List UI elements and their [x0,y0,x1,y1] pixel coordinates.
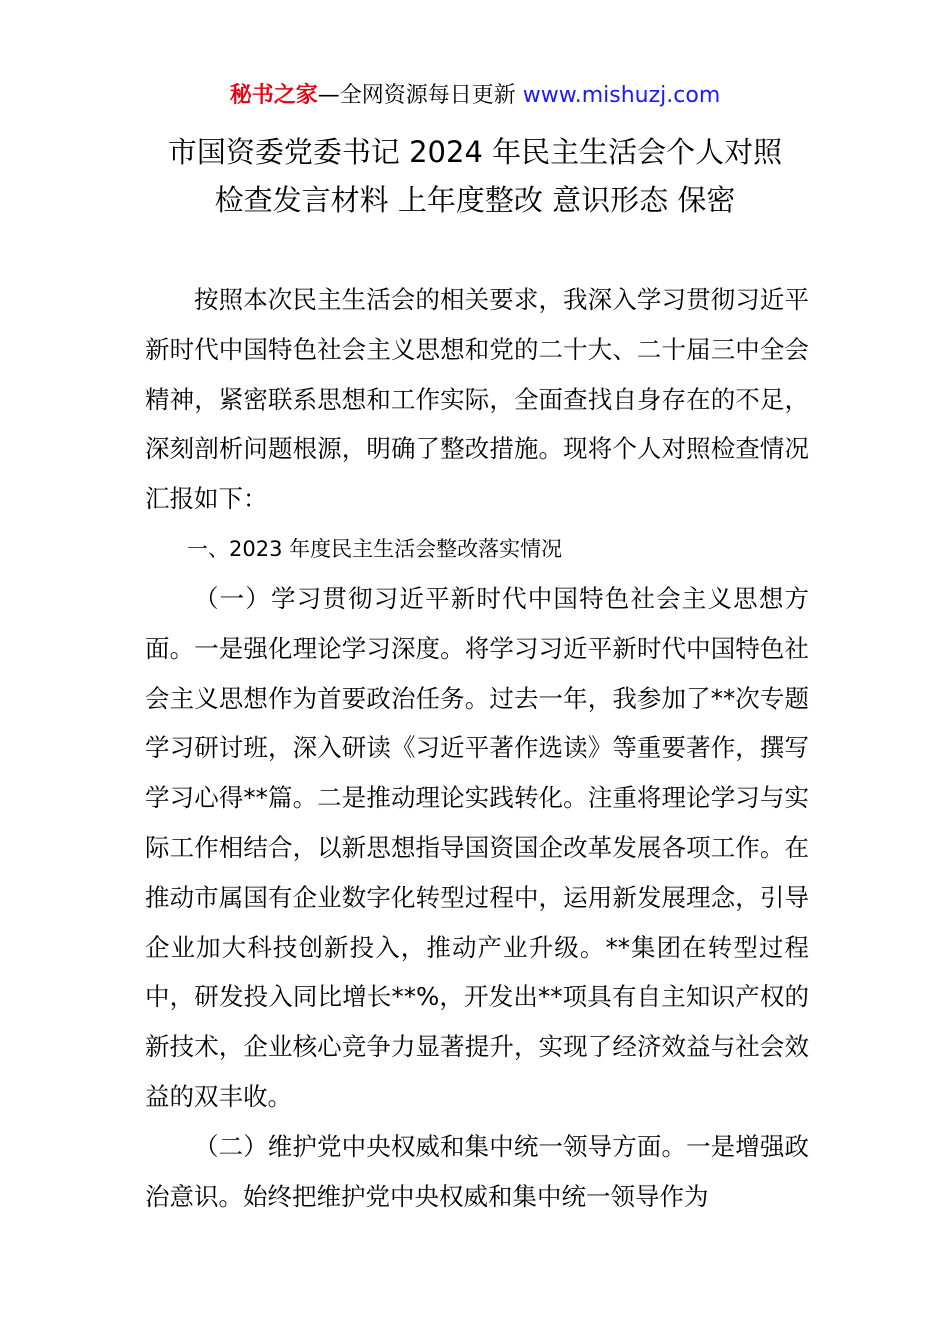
document-title [100,128,850,224]
site-header [0,80,950,112]
paragraph-study: （一）学习贯彻习近平新时代中国特色社会主义思想方面。一是强化理论学习深度。将学习习近平新时代中国特色社会主义思想作为首要政治任务。过去一年，我参加了**次专题学习研讨班，深入研读《习近平著作选读》等重要著作，撰写学习心得**篇。二是推动理论实践转化。注重将理论学习与实际工作相结合，以新思想指导国资国企改革发展各项工作。在推动市属国有企业数字化转型过程中，运用新发展理念，引导企业加大科技创新投入，推动产业升级。**集团在转型过程中，研发投入同比增长**%，开发出**项具有自主知识产权的新技术，企业核心竞争力显著提升，实现了经济效益与社会效益的双丰收。 [145,583,809,1111]
paragraph-authority: （二）维护党中央权威和集中统一领导方面。一是增强政治意识。始终把维护党中央权威和集中统一领导作为 [145,1131,809,1211]
title-line-2: 检查发言材料 上年度整改 意识形态 保密 [214,183,736,217]
paragraph-intro: 按照本次民主生活会的相关要求，我深入学习贯彻习近平新时代中国特色社会主义思想和党的二十大、二十届三中全会精神，紧密联系思想和工作实际，全面查找自身存在的不足，深刻剖析问题根源，明确了整改措施。现将个人对照检查情况汇报如下： [145,285,809,514]
title-line-1: 市国资委党委书记 2024 年民主生活会个人对照 [167,135,783,169]
brand-name: 秘书之家 [229,83,318,108]
document-body [145,275,809,1221]
header-tagline: —全网资源每日更新 [317,83,523,108]
site-url-link[interactable]: www.mishuzj.com [522,83,721,108]
section-heading: 一、2023 年度民主生活会整改落实情况 [187,536,563,561]
